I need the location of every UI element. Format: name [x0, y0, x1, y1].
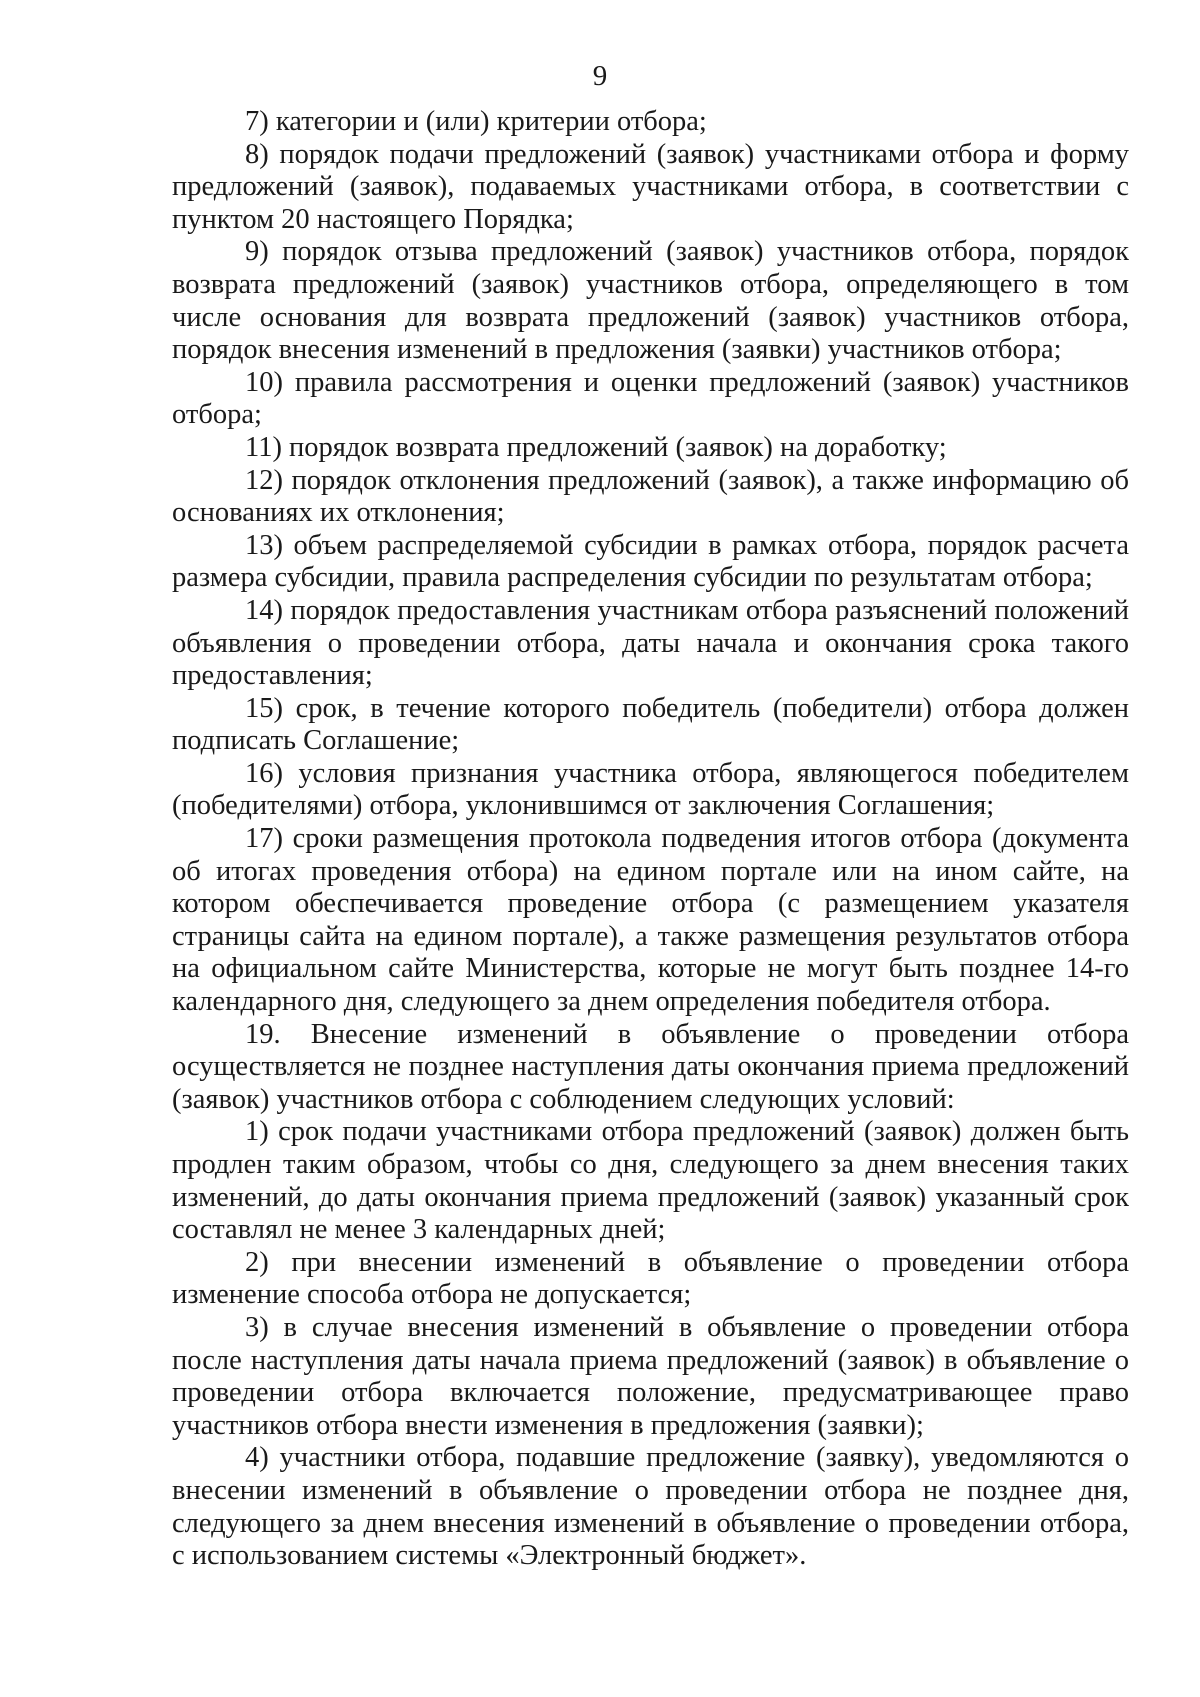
paragraph-condition-4: 4) участники отбора, подавшие предложение (заявку), уведомляются о внесении изменений в объявление о проведении отбора не позднее дня, следующего за днем внесения изменений в объявление о проведении отбора, с использованием системы «Электронный бюджет». [172, 1442, 1129, 1572]
paragraph-item-10: 10) правила рассмотрения и оценки предложений (заявок) участников отбора; [172, 366, 1129, 431]
paragraph-item-8: 8) порядок подачи предложений (заявок) участниками отбора и форму предложений (заявок), подаваемых участниками отбора, в соответствии с пунктом 20 настоящего Порядка; [172, 138, 1129, 235]
paragraph-item-9: 9) порядок отзыва предложений (заявок) участников отбора, порядок возврата предложений (заявок) участников отбора, определяющего в том числе основания для возврата предложений (заявок) участников отбора, порядок внесения изменений в предложения (заявки) участников отбора; [172, 236, 1129, 366]
paragraph-condition-1: 1) срок подачи участниками отбора предложений (заявок) должен быть продлен таким образом, чтобы со дня, следующего за днем внесения таких изменений, до даты окончания приема предложений (заявок) указанный срок составлял не менее 3 календарных дней; [172, 1116, 1129, 1246]
paragraph-item-17: 17) сроки размещения протокола подведения итогов отбора (документа об итогах проведения отбора) на едином портале или на ином сайте, на котором обеспечивается проведение отбора (с размещением указателя страницы сайта на едином портале), а также размещения результатов отбора на официальном сайте Министерства, которые не могут быть позднее 14-го календарного дня, следующего за днем определения победителя отбора. [172, 823, 1129, 1018]
paragraph-condition-3: 3) в случае внесения изменений в объявление о проведении отбора после наступления даты начала приема предложений (заявок) в объявление о проведении отбора включается положение, предусматривающее право участников отбора внести изменения в предложения (заявки); [172, 1311, 1129, 1441]
paragraph-item-14: 14) порядок предоставления участникам отбора разъяснений положений объявления о проведении отбора, даты начала и окончания срока такого предоставления; [172, 594, 1129, 692]
paragraph-item-11: 11) порядок возврата предложений (заявок) на доработку; [245, 431, 947, 463]
page-number: 9 [592, 60, 608, 92]
paragraph-item-12: 12) порядок отклонения предложений (заявок), а также информацию об основаниях их отклонения; [172, 464, 1129, 529]
document-body [172, 106, 1129, 1573]
paragraph-item-15: 15) срок, в течение которого победитель (победители) отбора должен подписать Соглашение; [172, 692, 1129, 757]
paragraph-item-7: 7) категории и (или) критерии отбора; [245, 106, 707, 137]
paragraph-condition-2: 2) при внесении изменений в объявление о проведении отбора изменение способа отбора не допускается; [172, 1246, 1129, 1311]
paragraph-item-13: 13) объем распределяемой субсидии в рамках отбора, порядок расчета размера субсидии, правила распределения субсидии по результатам отбора; [172, 529, 1129, 594]
paragraph-clause-19: 19. Внесение изменений в объявление о проведении отбора осуществляется не позднее наступления даты окончания приема предложений (заявок) участников отбора с соблюдением следующих условий: [172, 1018, 1129, 1115]
paragraph-item-16: 16) условия признания участника отбора, являющегося победителем (победителями) отбора, уклонившимся от заключения Соглашения; [172, 757, 1129, 822]
